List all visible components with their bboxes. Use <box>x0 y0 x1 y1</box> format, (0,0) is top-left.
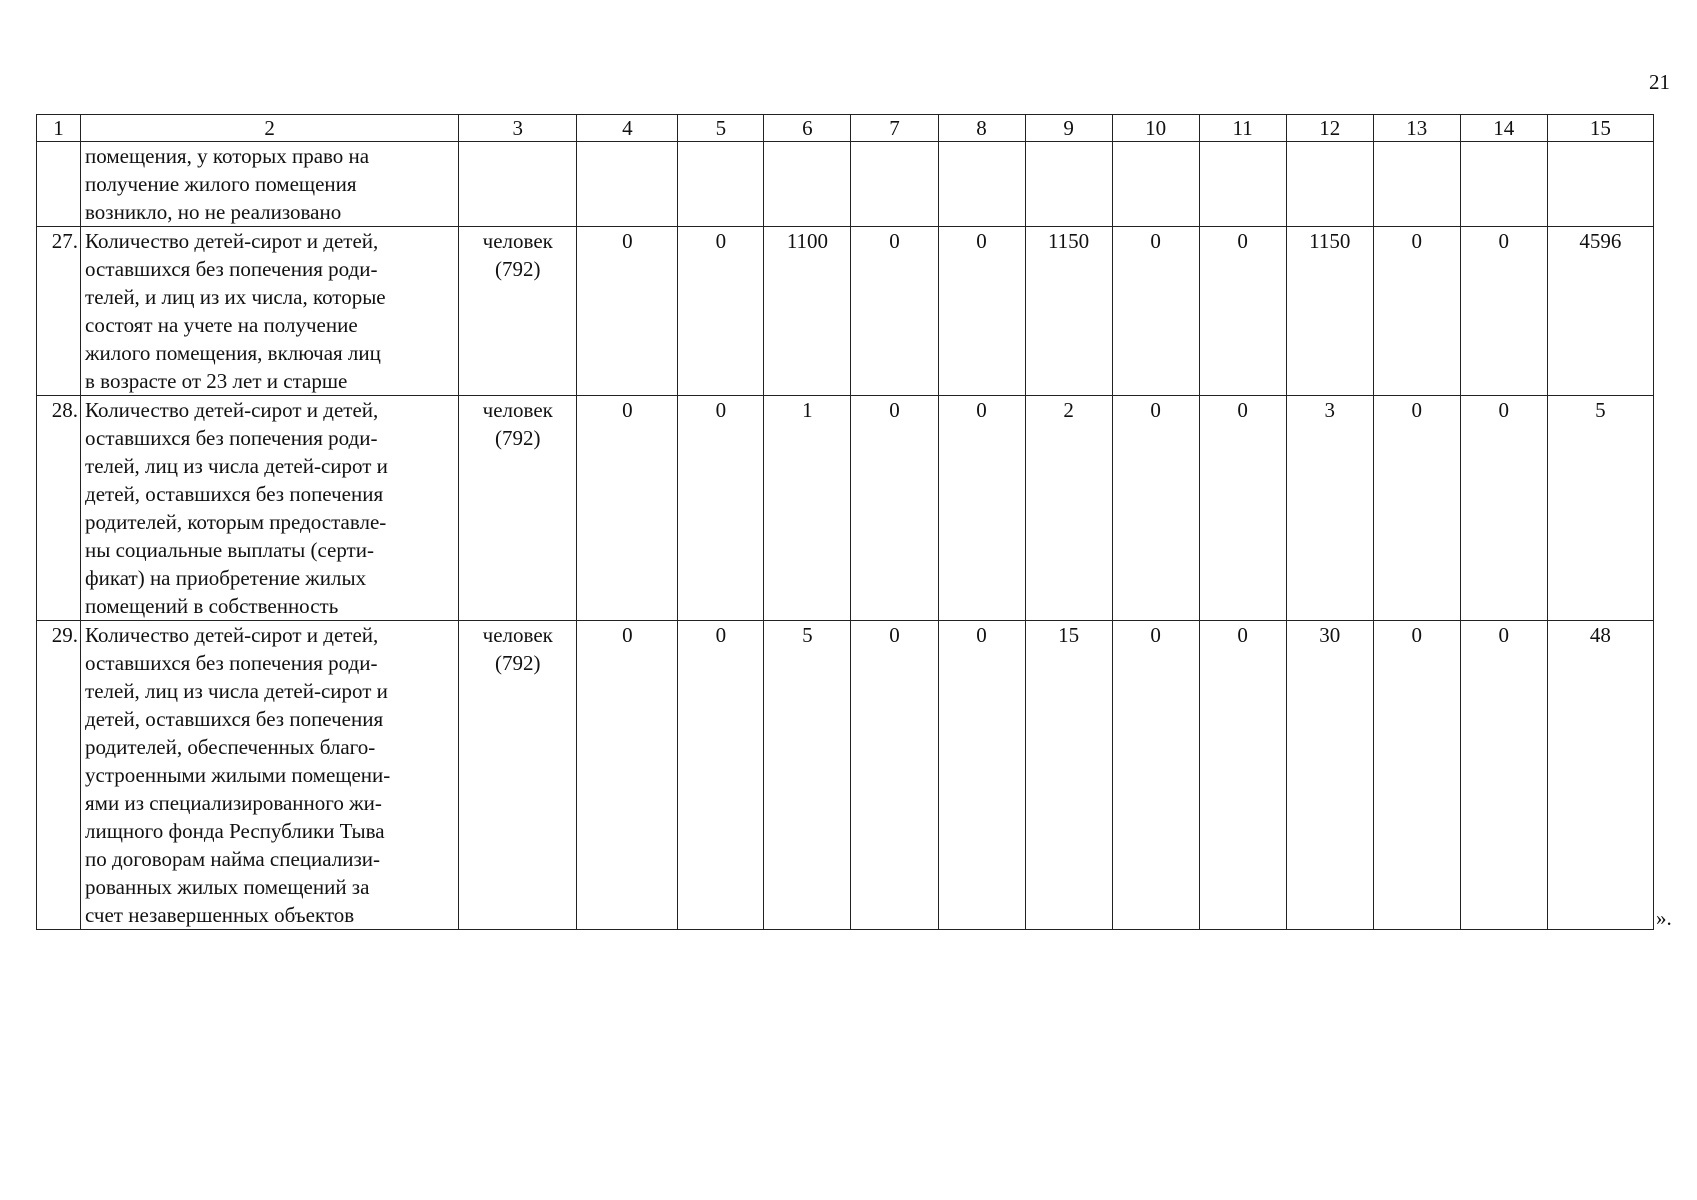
column-header: 5 <box>678 115 764 142</box>
description-line: Количество детей-сирот и детей, <box>85 398 379 422</box>
unit-line: (792) <box>495 257 541 281</box>
closing-quote: ». <box>1656 906 1672 930</box>
unit-line: (792) <box>495 426 541 450</box>
value-cell <box>577 142 678 227</box>
description-line: лищного фонда Республики Тыва <box>85 819 385 843</box>
value-cell: 0 <box>1199 396 1286 621</box>
column-header: 2 <box>81 115 459 142</box>
description-line: по договорам найма специализи- <box>85 847 381 871</box>
unit-line: человек <box>482 398 553 422</box>
value-cell <box>851 142 938 227</box>
value-cell: 2 <box>1025 396 1112 621</box>
value-cell: 1150 <box>1025 227 1112 396</box>
description-line: счет незавершенных объектов <box>85 903 355 927</box>
page-number: 21 <box>1649 70 1670 94</box>
value-cell <box>764 142 851 227</box>
description-line: фикат) на приобретение жилых <box>85 566 367 590</box>
table-row <box>37 227 1654 396</box>
indicator-description <box>81 227 459 396</box>
indicator-description <box>81 396 459 621</box>
description-line: детей, оставшихся без попечения <box>85 482 384 506</box>
data-table <box>36 114 1654 930</box>
description-line: детей, оставшихся без попечения <box>85 707 384 731</box>
description-line: Количество детей-сирот и детей, <box>85 229 379 253</box>
value-cell: 0 <box>678 227 764 396</box>
description-line: жилого помещения, включая лиц <box>85 341 381 365</box>
column-header: 14 <box>1460 115 1547 142</box>
value-cell: 0 <box>938 621 1025 930</box>
column-header: 13 <box>1373 115 1460 142</box>
value-cell: 0 <box>1112 227 1199 396</box>
value-cell: 0 <box>1460 396 1547 621</box>
indicator-description <box>81 621 459 930</box>
value-cell: 0 <box>938 227 1025 396</box>
header-row <box>37 115 1654 142</box>
value-cell: 1 <box>764 396 851 621</box>
description-line: устроенными жилыми помещени- <box>85 763 391 787</box>
value-cell <box>938 142 1025 227</box>
value-cell: 0 <box>1199 227 1286 396</box>
description-line: телей, и лиц из их числа, которые <box>85 285 386 309</box>
value-cell: 0 <box>1460 227 1547 396</box>
value-cell: 0 <box>1373 396 1460 621</box>
value-cell <box>678 142 764 227</box>
description-line: получение жилого помещения <box>85 172 357 196</box>
unit-of-measure <box>459 142 577 227</box>
column-header: 10 <box>1112 115 1199 142</box>
value-cell: 15 <box>1025 621 1112 930</box>
description-line: помещения, у которых право на <box>85 144 370 168</box>
description-line: телей, лиц из числа детей-сирот и <box>85 679 388 703</box>
value-cell: 0 <box>577 227 678 396</box>
description-line: оставшихся без попечения роди- <box>85 426 378 450</box>
value-cell: 0 <box>851 621 938 930</box>
description-line: родителей, которым предоставле- <box>85 510 387 534</box>
row-number: 27. <box>37 227 81 396</box>
description-line: Количество детей-сирот и детей, <box>85 623 379 647</box>
value-cell: 0 <box>678 621 764 930</box>
value-cell: 5 <box>764 621 851 930</box>
row-number: 28. <box>37 396 81 621</box>
unit-of-measure <box>459 621 577 930</box>
column-header: 7 <box>851 115 938 142</box>
column-header: 15 <box>1547 115 1653 142</box>
unit-line: (792) <box>495 651 541 675</box>
value-cell <box>1460 142 1547 227</box>
value-cell: 0 <box>851 396 938 621</box>
value-cell: 0 <box>1373 621 1460 930</box>
value-cell: 1150 <box>1286 227 1373 396</box>
description-line: оставшихся без попечения роди- <box>85 651 378 675</box>
value-cell: 30 <box>1286 621 1373 930</box>
indicator-description <box>81 142 459 227</box>
description-line: помещений в собственность <box>85 594 339 618</box>
row-number <box>37 142 81 227</box>
unit-line: человек <box>482 623 553 647</box>
description-line: возникло, но не реализовано <box>85 200 342 224</box>
description-line: рованных жилых помещений за <box>85 875 370 899</box>
column-header: 1 <box>37 115 81 142</box>
description-line: родителей, обеспеченных благо- <box>85 735 376 759</box>
value-cell: 48 <box>1547 621 1653 930</box>
value-cell <box>1025 142 1112 227</box>
description-line: телей, лиц из числа детей-сирот и <box>85 454 388 478</box>
column-header: 12 <box>1286 115 1373 142</box>
description-line: оставшихся без попечения роди- <box>85 257 378 281</box>
value-cell <box>1373 142 1460 227</box>
unit-line: человек <box>482 229 553 253</box>
value-cell: 0 <box>938 396 1025 621</box>
value-cell: 1100 <box>764 227 851 396</box>
value-cell: 5 <box>1547 396 1653 621</box>
value-cell: 0 <box>1112 396 1199 621</box>
column-header: 4 <box>577 115 678 142</box>
description-line: ями из специализированного жи- <box>85 791 382 815</box>
value-cell: 3 <box>1286 396 1373 621</box>
column-header: 8 <box>938 115 1025 142</box>
column-header: 6 <box>764 115 851 142</box>
value-cell: 0 <box>1460 621 1547 930</box>
value-cell <box>1112 142 1199 227</box>
table-row <box>37 621 1654 930</box>
table-row <box>37 396 1654 621</box>
value-cell: 0 <box>1199 621 1286 930</box>
column-header: 11 <box>1199 115 1286 142</box>
unit-of-measure <box>459 396 577 621</box>
table-row <box>37 142 1654 227</box>
value-cell: 0 <box>577 396 678 621</box>
description-line: в возрасте от 23 лет и старше <box>85 369 348 393</box>
column-header: 9 <box>1025 115 1112 142</box>
description-line: состоят на учете на получение <box>85 313 358 337</box>
value-cell: 0 <box>577 621 678 930</box>
row-number: 29. <box>37 621 81 930</box>
value-cell <box>1199 142 1286 227</box>
column-header: 3 <box>459 115 577 142</box>
value-cell: 0 <box>1112 621 1199 930</box>
value-cell <box>1286 142 1373 227</box>
unit-of-measure <box>459 227 577 396</box>
value-cell: 0 <box>678 396 764 621</box>
value-cell <box>1547 142 1653 227</box>
description-line: ны социальные выплаты (серти- <box>85 538 374 562</box>
value-cell: 0 <box>1373 227 1460 396</box>
value-cell: 4596 <box>1547 227 1653 396</box>
value-cell: 0 <box>851 227 938 396</box>
